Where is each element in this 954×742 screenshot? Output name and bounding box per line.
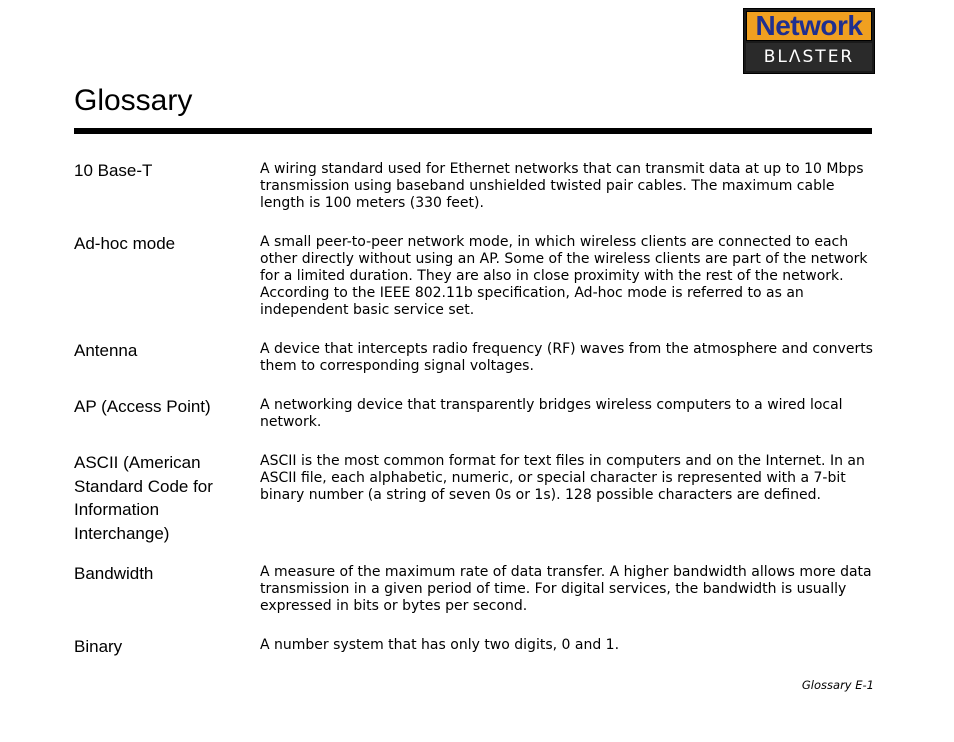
glossary-term: AP (Access Point) xyxy=(74,397,211,416)
page-footer: Glossary E-1 xyxy=(801,678,874,692)
logo-network-text: Network xyxy=(746,11,872,41)
glossary-term: Ad-hoc mode xyxy=(74,234,176,253)
glossary-term: Bandwidth xyxy=(74,564,154,583)
glossary-term: Binary xyxy=(74,637,123,656)
glossary-term: ASCII (American Standard Code for Information Interchange) xyxy=(74,453,213,543)
glossary-definition: A measure of the maximum rate of data transfer. A higher bandwidth allows more data transmission in a given period of time. For digital services, the bandwidth is usually expressed in bits or bytes per second. xyxy=(260,564,872,614)
glossary-definition: A device that intercepts radio frequency (RF) waves from the atmosphere and converts them to corresponding signal voltages. xyxy=(260,341,873,374)
title-divider xyxy=(74,128,872,134)
glossary-term: 10 Base-T xyxy=(74,161,153,180)
glossary-definition: A wiring standard used for Ethernet networks that can transmit data at up to 10 Mbps transmission using baseband unshielded twisted pair cables. The maximum cable length is 100 meters (330 feet). xyxy=(260,161,864,211)
network-blaster-logo xyxy=(743,8,875,74)
glossary-definition: A networking device that transparently bridges wireless computers to a wired local network. xyxy=(260,397,843,430)
logo-blaster-text: BLΛSTER xyxy=(746,43,872,71)
glossary-definition: A small peer-to-peer network mode, in which wireless clients are connected to each other directly without using an AP. Some of the wireless clients are part of the network for a limited duration. They are also in close proximity with the rest of the network. According to the IEEE 802.11b specification, Ad-hoc mode is referred to as an independent basic service set. xyxy=(260,234,868,318)
glossary-term: Antenna xyxy=(74,341,138,360)
glossary-definition: A number system that has only two digits, 0 and 1. xyxy=(260,637,620,653)
glossary-definition: ASCII is the most common format for text files in computers and on the Internet. In an ASCII file, each alphabetic, numeric, or special character is represented with a 7-bit binary number (a string of seven 0s or 1s). 128 possible characters are defined. xyxy=(260,453,865,503)
page-title: Glossary xyxy=(74,84,193,117)
